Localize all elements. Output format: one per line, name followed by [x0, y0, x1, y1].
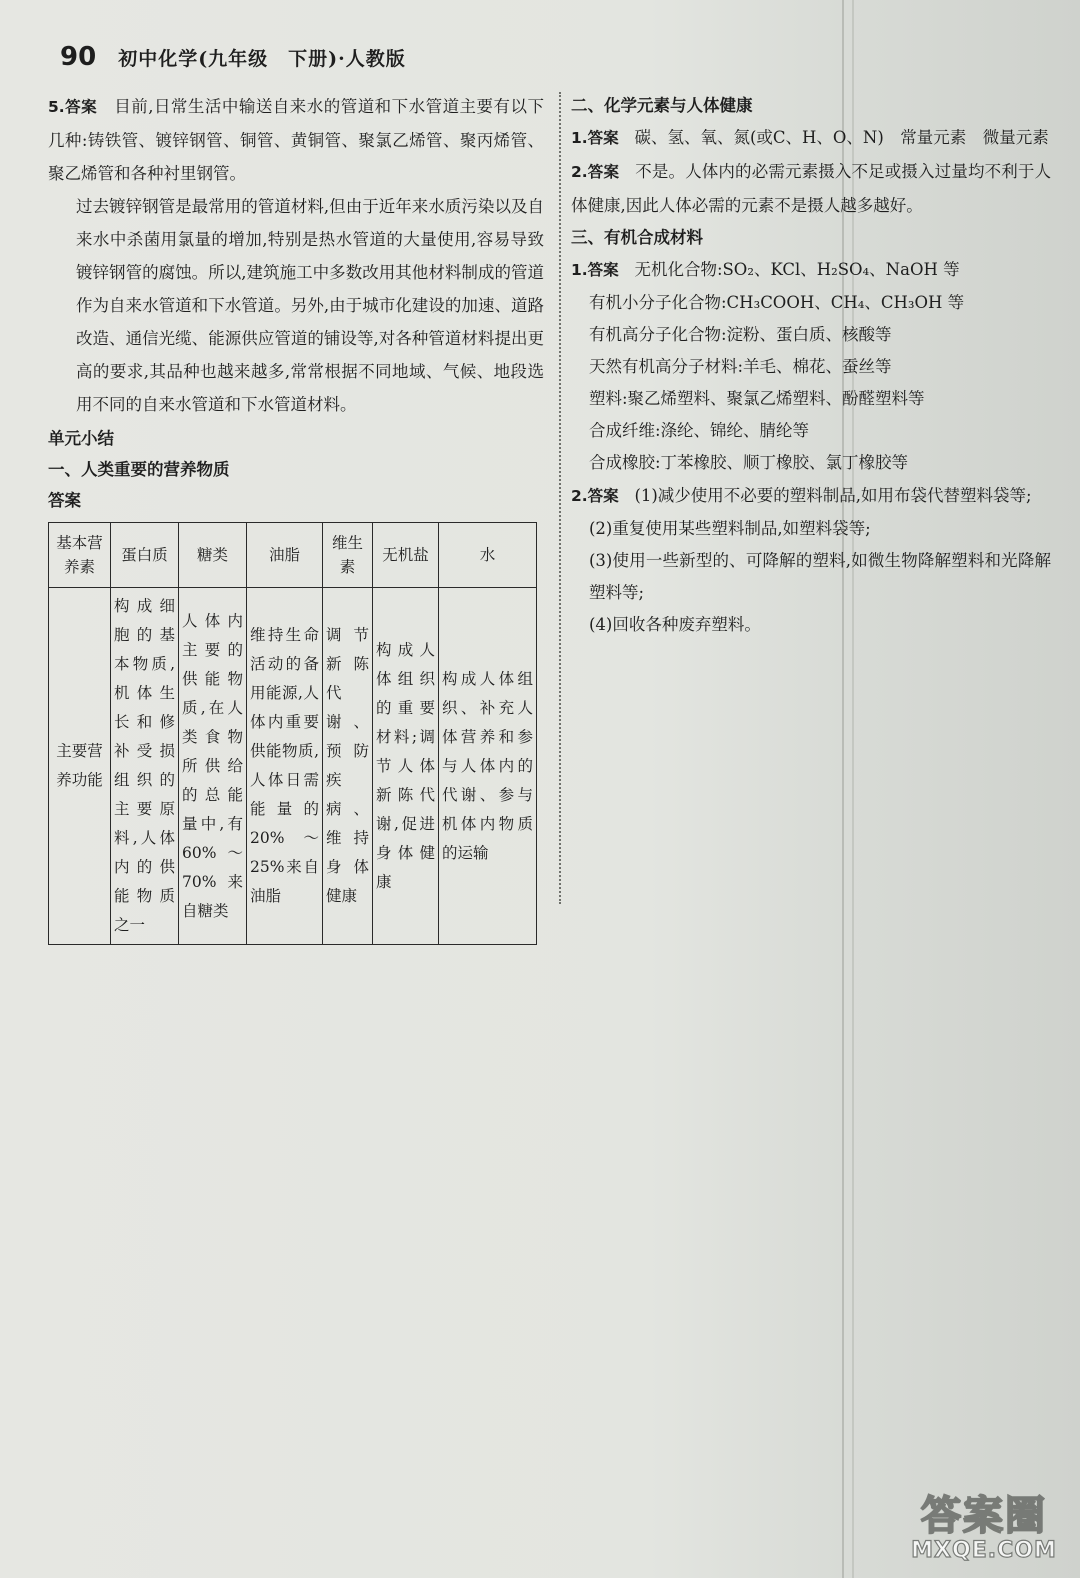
s2-q1-text: 碳、氢、氧、氮(或C、H、O、N) 常量元素 微量元素 [634, 128, 1049, 147]
answer-label: 答案 [48, 491, 81, 510]
s3-q2-answer [571, 479, 1051, 513]
s2-q1-label: 1.答案 [571, 129, 619, 147]
s2-q2-answer [571, 155, 1051, 222]
watermark-url: MXQE.COM [911, 1537, 1057, 1563]
list-item: (4)回收各种废弃塑料。 [589, 615, 761, 634]
list-item: (3)使用一些新型的、可降解的塑料,如微生物降解塑料和光降解塑料等; [589, 551, 1051, 602]
book-title: 初中化学(九年级 下册)·人教版 [118, 48, 406, 70]
list-item: 天然有机高分子材料:羊毛、棉花、蚕丝等 [589, 357, 892, 376]
table-cell: 构成人体组织的重要材料;调节人体新陈代谢,促进身体健康 [373, 588, 439, 945]
table-header-row [49, 523, 537, 588]
s3-q1-label: 1.答案 [571, 261, 619, 279]
s3-q1-answer [571, 253, 1051, 287]
q5-text: 目前,日常生活中输送自来水的管道和下水管道主要有以下几种:铸铁管、镀锌钢管、铜管、黄铜管、聚氯乙烯管、聚丙烯管、聚乙烯管和各种衬里钢管。 [48, 97, 544, 183]
section-1-title: 一、人类重要的营养物质 [48, 460, 230, 479]
table-cell: 人体内主要的供能物质,在人类食物所供给的总能量中,有60%～70%来自糖类 [179, 588, 247, 945]
table-cell: 调节新陈代谢、预防疾病、维持身体健康 [323, 588, 373, 945]
list-item: 合成纤维:涤纶、锦纶、腈纶等 [589, 421, 810, 440]
section-2-title: 二、化学元素与人体健康 [571, 96, 753, 115]
s3-q1-first-line: 无机化合物:SO₂、KCl、H₂SO₄、NaOH 等 [634, 260, 960, 279]
table-header-cell: 基本营养素 [49, 523, 111, 588]
s3-q2-first-line: (1)减少使用不必要的塑料制品,如用布袋代替塑料袋等; [634, 486, 1032, 505]
s2-q1-answer [571, 121, 1051, 155]
table-header-cell: 糖类 [179, 523, 247, 588]
table-cell: 维持生命活动的备用能源,人体内重要供能物质,人体日需能量的20%～25%来自油脂 [247, 588, 323, 945]
table-header-cell: 油脂 [247, 523, 323, 588]
table-cell: 构成人体组织、补充人体营养和参与人体内的代谢、参与机体内物质的运输 [439, 588, 537, 945]
table-header-cell: 水 [439, 523, 537, 588]
table-header-cell: 无机盐 [373, 523, 439, 588]
table-header-cell: 维生素 [323, 523, 373, 588]
table-cell: 构成细胞的基本物质,机体生长和修补受损组织的主要原料,人体内的供能物质之一 [111, 588, 179, 945]
section-3-title: 三、有机合成材料 [571, 228, 703, 247]
row-header-cell: 主要营养功能 [49, 588, 111, 945]
table-row [49, 588, 537, 945]
page-header [60, 42, 406, 78]
left-column [48, 90, 544, 945]
list-item: 合成橡胶:丁苯橡胶、顺丁橡胶、氯丁橡胶等 [589, 453, 909, 472]
s2-q2-label: 2.答案 [571, 163, 620, 181]
q5-label: 5.答案 [48, 98, 98, 116]
right-column [571, 90, 1051, 641]
nutrients-table [48, 522, 537, 945]
unit-summary-title: 单元小结 [48, 429, 114, 448]
page-number: 90 [60, 42, 97, 72]
list-item: 有机小分子化合物:CH₃COOH、CH₄、CH₃OH 等 [589, 293, 965, 312]
column-divider [559, 92, 561, 904]
s3-q2-label: 2.答案 [571, 487, 619, 505]
q5-answer [48, 90, 544, 190]
q5-paragraph-2: 过去镀锌钢管是最常用的管道材料,但由于近年来水质污染以及自来水中杀菌用氯量的增加,特别是热水管道的大量使用,容易导致镀锌钢管的腐蚀。所以,建筑施工中多数改用其他材料制成的管道作为自来水管道和下水管道。另外,由于城市化建设的加速、道路改造、通信光缆、能源供应管道的铺设等,对各种管道材料提出更高的要求,其品种也越来越多,常常根据不同地域、气候、地段选用不同的自来水管道和下水管道材料。 [76, 197, 544, 414]
s2-q2-text: 不是。人体内的必需元素摄入不足或摄入过量均不利于人体健康,因此人体必需的元素不是摄人越多越好。 [571, 162, 1052, 215]
watermark-logo-text: 答案圈 [921, 1492, 1047, 1539]
table-header-cell: 蛋白质 [111, 523, 179, 588]
site-watermark [894, 1486, 1074, 1570]
list-item: (2)重复使用某些塑料制品,如塑料袋等; [589, 519, 871, 538]
list-item: 有机高分子化合物:淀粉、蛋白质、核酸等 [589, 325, 892, 344]
list-item: 塑料:聚乙烯塑料、聚氯乙烯塑料、酚醛塑料等 [589, 389, 925, 408]
